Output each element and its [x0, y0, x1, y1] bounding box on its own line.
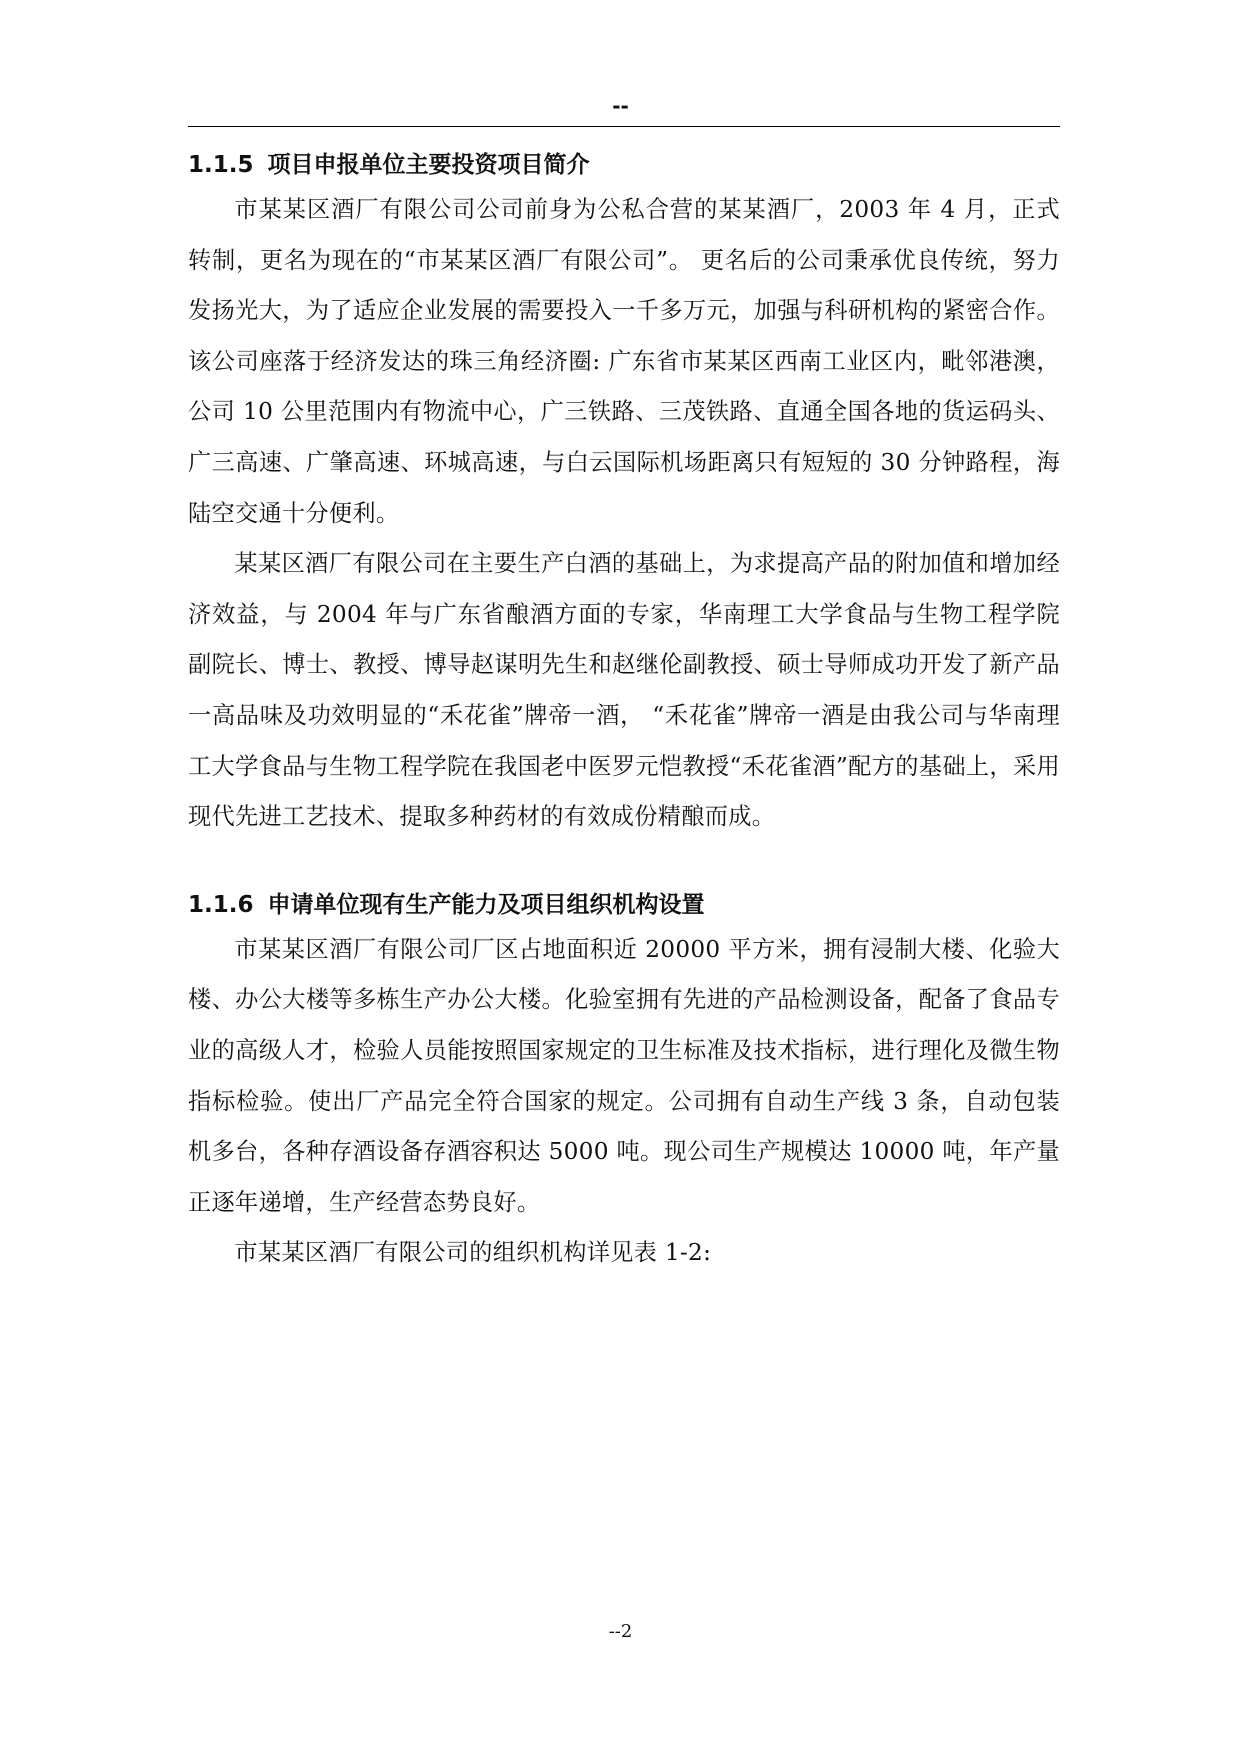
paragraph: 市某某区酒厂有限公司厂区占地面积近 20000 平方米，拥有浸制大楼、化验大楼、办公大楼等多栋生产办公大楼。化验室拥有先进的产品检测设备，配备了食品专业的高级人才，检验人员能按照国家规定的卫生标准及技术指标，进行理化及微生物指标检验。使出厂产品完全符合国家的规定。公司拥有自动生产线 3 条，自动包装机多台，各种存酒设备存酒容积达 5000 吨。现公司生产规模达 10000 吨，年产量正逐年递增，生产经营态势良好。 [188, 935, 1060, 1216]
section-1-1-6 [188, 885, 1060, 1279]
section-title: 申请单位现有生产能力及项目组织机构设置 [267, 891, 705, 918]
page-number: --2 [608, 1621, 633, 1642]
section-title: 项目申报单位主要投资项目简介 [267, 152, 590, 178]
header-rule [188, 126, 1060, 127]
paragraph: 市某某区酒厂有限公司公司前身为公私合营的某某酒厂，2003 年 4 月，正式转制，更名为现在的“市某某区酒厂有限公司”。 更名后的公司秉承优良传统，努力发扬光大，为了适应企业发展的需要投入一千多万元，加强与科研机构的紧密合作。该公司座落于经济发达的珠三角经济圈: 广东省市某某区西南工业区内，毗邻港澳，公司 10 公里范围内有物流中心，广三铁路、三茂铁路、直通全国各地的货运码头、广三高速、广肇高速、环城高速，与白云国际机场距离只有短短的 30 分钟路程，海陆空交通十分便利。 [188, 196, 1060, 527]
section-heading [188, 145, 1060, 185]
page-header-mark: -- [612, 94, 629, 118]
section-heading [188, 885, 1060, 925]
document-body [188, 145, 1060, 1279]
section-number: 1.1.6 [188, 891, 254, 918]
section-number: 1.1.5 [188, 152, 254, 178]
paragraph: 市某某区酒厂有限公司的组织机构详见表 1-2: [234, 1239, 712, 1267]
paragraph: 某某区酒厂有限公司在主要生产白酒的基础上，为求提高产品的附加值和增加经济效益，与 2004 年与广东省酿酒方面的专家，华南理工大学食品与生物工程学院副院长、博士、教授、博导赵谋明先生和赵继伦副教授、硕士导师成功开发了新产品一高品味及功效明显的“禾花雀”牌帝一酒， “禾花雀”牌帝一酒是由我公司与华南理工大学食品与生物工程学院在我国老中医罗元恺教授“禾花雀酒”配方的基础上，采用现代先进工艺技术、提取多种药材的有效成份精酿而成。 [188, 550, 1060, 831]
section-1-1-5 [188, 145, 1060, 843]
